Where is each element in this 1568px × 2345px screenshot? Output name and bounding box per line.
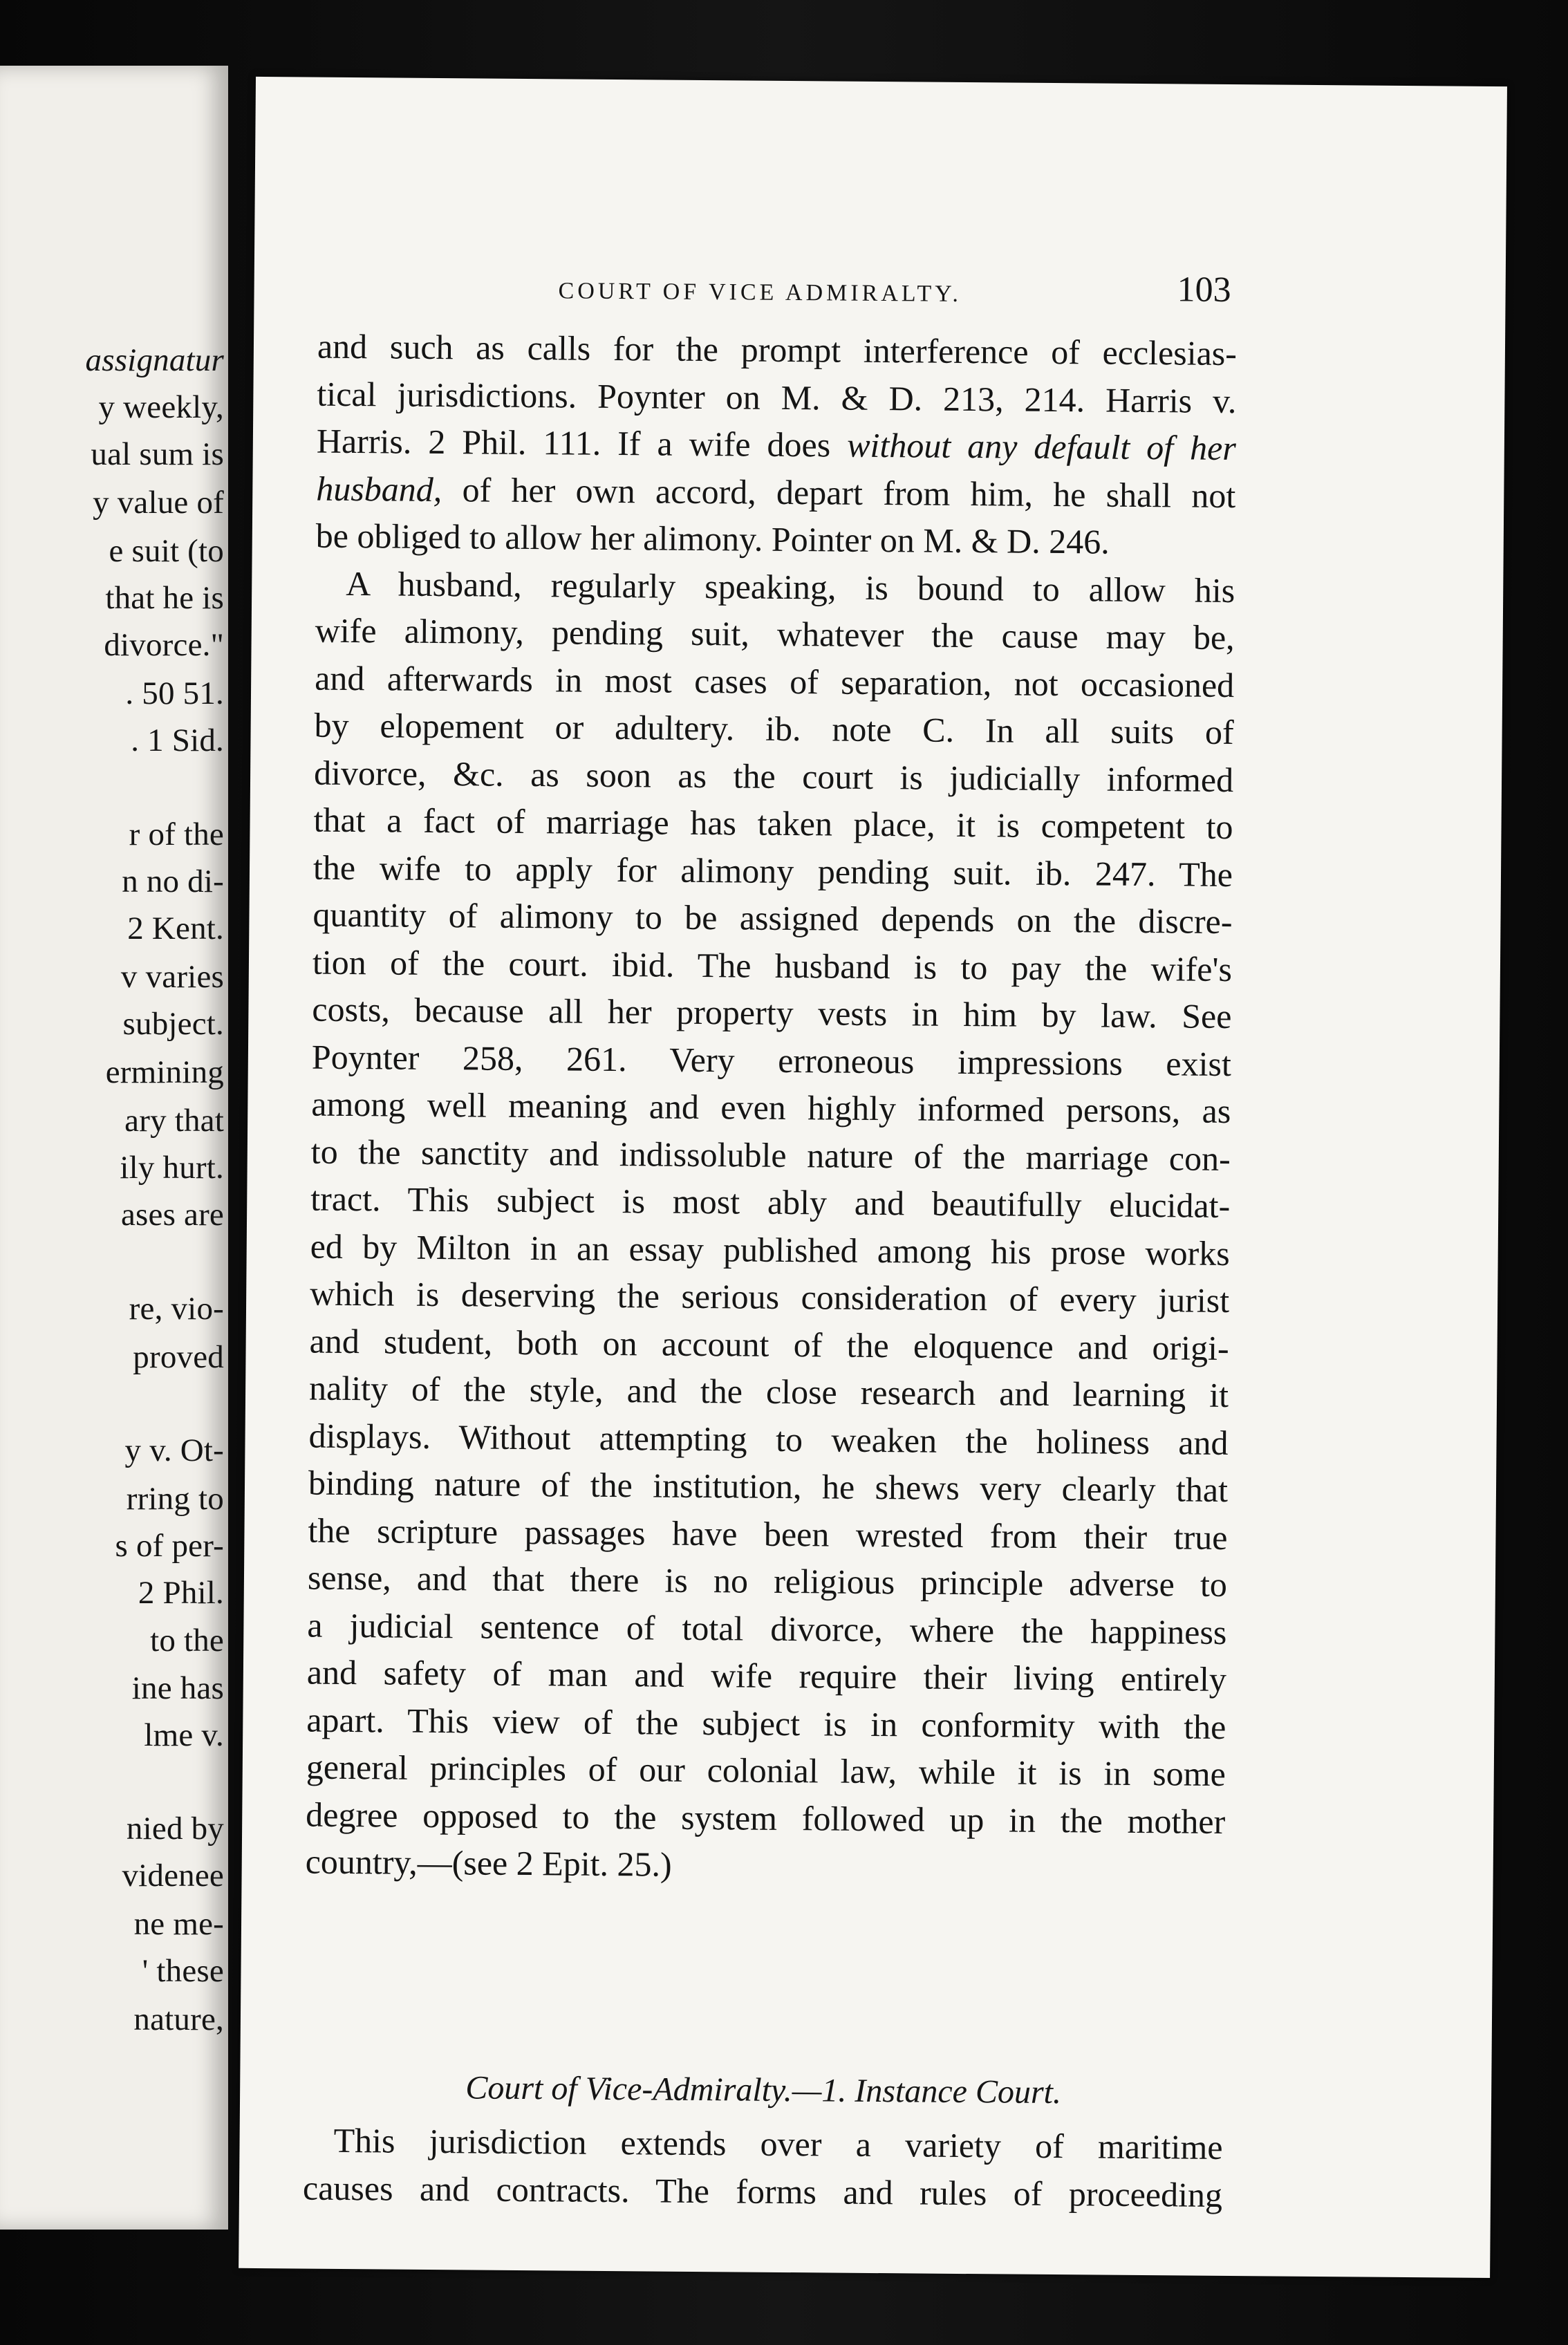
running-head-title: COURT OF VICE ADMIRALTY.	[558, 278, 962, 307]
text-line: be obliged to allow her alimony. Pointer on M. & D. 246.	[315, 516, 1110, 561]
left-page-line: assignatur	[85, 342, 224, 378]
text-line: tion of the court. ibid. The husband is to pay the wife's	[312, 942, 1233, 989]
left-page-line: ily hurt.	[120, 1150, 224, 1186]
text-line: that a fact of marriage has taken place, it is competent to	[313, 800, 1233, 847]
text-line: and afterwards in most cases of separation, not occasioned	[314, 658, 1235, 704]
text-line: tract. This subject is most ably and beautifully elucidat-	[310, 1179, 1231, 1226]
left-page-line: ne me-	[133, 1906, 224, 1942]
left-page-line: s of per-	[115, 1528, 224, 1564]
italic-run: husband,	[316, 469, 442, 509]
text-line: tical jurisdictions. Poynter on M. & D. 213, 214. Harris v.	[317, 374, 1237, 420]
text-line: ed by Milton in an essay published among his prose works	[310, 1226, 1230, 1273]
text-run: of her own accord, depart from him, he shall not	[442, 469, 1236, 515]
left-page-line: nature,	[133, 2001, 224, 2037]
text-line: by elopement or adultery. ib. note C. In all suits of	[314, 705, 1234, 752]
left-page-line: rring to	[126, 1481, 224, 1517]
left-page-line: ases are	[120, 1197, 224, 1233]
left-page-line: n no di-	[122, 863, 224, 899]
left-page-line: . 1 Sid.	[131, 722, 224, 758]
text-line: among well meaning and even highly informed persons, as	[311, 1084, 1231, 1131]
italic-run: without any default of her	[846, 425, 1237, 468]
page-number: 103	[1177, 270, 1231, 310]
left-page-line: divorce."	[104, 627, 224, 663]
text-line: which is deserving the serious consideration of every jurist	[309, 1273, 1230, 1320]
text-run: Harris. 2 Phil. 111. If a wife does	[316, 421, 848, 465]
section-heading: Court of Vice-Admiralty.—1. Instance Court.	[465, 2069, 1062, 2111]
left-page-line: 2 Kent.	[127, 910, 224, 946]
left-page-line: that he is	[105, 580, 224, 616]
left-page-line: y weekly,	[98, 389, 224, 425]
text-line: nality of the style, and the close research and learning it	[308, 1368, 1229, 1415]
left-page-line: ary that	[124, 1103, 224, 1139]
left-page-line: y value of	[93, 485, 224, 521]
text-line: divorce, &c. as soon as the court is judicially informed	[313, 753, 1234, 799]
left-page-line: ual sum is	[91, 436, 224, 472]
left-page-line: lme v.	[144, 1717, 224, 1753]
running-head	[254, 262, 1505, 313]
text-line: to the sanctity and indissoluble nature of the marriage con-	[310, 1132, 1231, 1178]
text-line: and safety of man and wife require their living entirely	[306, 1652, 1227, 1699]
text-line: costs, because all her property vests in him by law. See	[312, 989, 1232, 1036]
left-page-line: to the	[150, 1623, 224, 1659]
text-line	[316, 465, 1235, 519]
left-page-line: v varies	[120, 959, 224, 995]
left-page-line: nied by	[126, 1811, 224, 1847]
text-line: sense, and that there is no religious principle adverse to	[307, 1558, 1228, 1604]
text-line: apart. This view of the subject is in conformity with the	[306, 1700, 1226, 1746]
text-line: country,—(see 2 Epit. 25.)	[305, 1842, 672, 1884]
text-line: the wife to apply for alimony pending suit. ib. 247. The	[312, 848, 1233, 894]
facing-page-fragment	[0, 66, 228, 2230]
left-page-line: e suit (to	[109, 533, 224, 569]
left-page-line: subject.	[122, 1006, 224, 1042]
text-line: and student, both on account of the eloquence and origi-	[309, 1321, 1229, 1367]
text-line: Poynter 258, 261. Very erroneous impressions exist	[311, 1037, 1232, 1083]
text-line: wife alimony, pending suit, whatever the cause may be,	[315, 610, 1235, 657]
body-text	[305, 323, 1237, 1893]
text-line: This jurisdiction extends over a variety of maritime	[333, 2120, 1223, 2167]
left-page-line: proved	[133, 1339, 224, 1375]
text-line: A husband, regularly speaking, is bound to allow his	[346, 563, 1235, 610]
left-page-line: ermining	[105, 1054, 224, 1090]
text-line	[317, 418, 1236, 472]
text-line: displays. Without attempting to weaken the holiness and	[308, 1416, 1229, 1462]
left-page-line: videnee	[122, 1858, 224, 1894]
left-page-line: ine has	[131, 1670, 224, 1706]
text-line: degree opposed to the system followed up in the mother	[306, 1795, 1226, 1841]
text-line: a judicial sentence of total divorce, where the happiness	[307, 1605, 1227, 1652]
text-line: general principles of our colonial law, while it is in some	[306, 1747, 1226, 1793]
left-page-line: r of the	[129, 816, 224, 852]
text-line: and such as calls for the prompt interference of ecclesias-	[317, 326, 1238, 373]
text-line: the scripture passages have been wrested from their true	[308, 1511, 1228, 1557]
text-line: causes and contracts. The forms and rules of proceeding	[302, 2168, 1223, 2214]
left-page-line: y v. Ot-	[124, 1432, 224, 1468]
left-page-line: 2 Phil.	[138, 1575, 224, 1611]
text-line: binding nature of the institution, he shews very clearly that	[308, 1463, 1229, 1509]
left-page-line: . 50 51.	[125, 675, 224, 711]
text-line: quantity of alimony to be assigned depends on the discre-	[312, 895, 1233, 942]
left-page-line: ' these	[142, 1953, 224, 1989]
left-page-line: re, vio-	[129, 1291, 224, 1327]
book-page	[239, 77, 1507, 2278]
closing-paragraph	[303, 2117, 1223, 2218]
